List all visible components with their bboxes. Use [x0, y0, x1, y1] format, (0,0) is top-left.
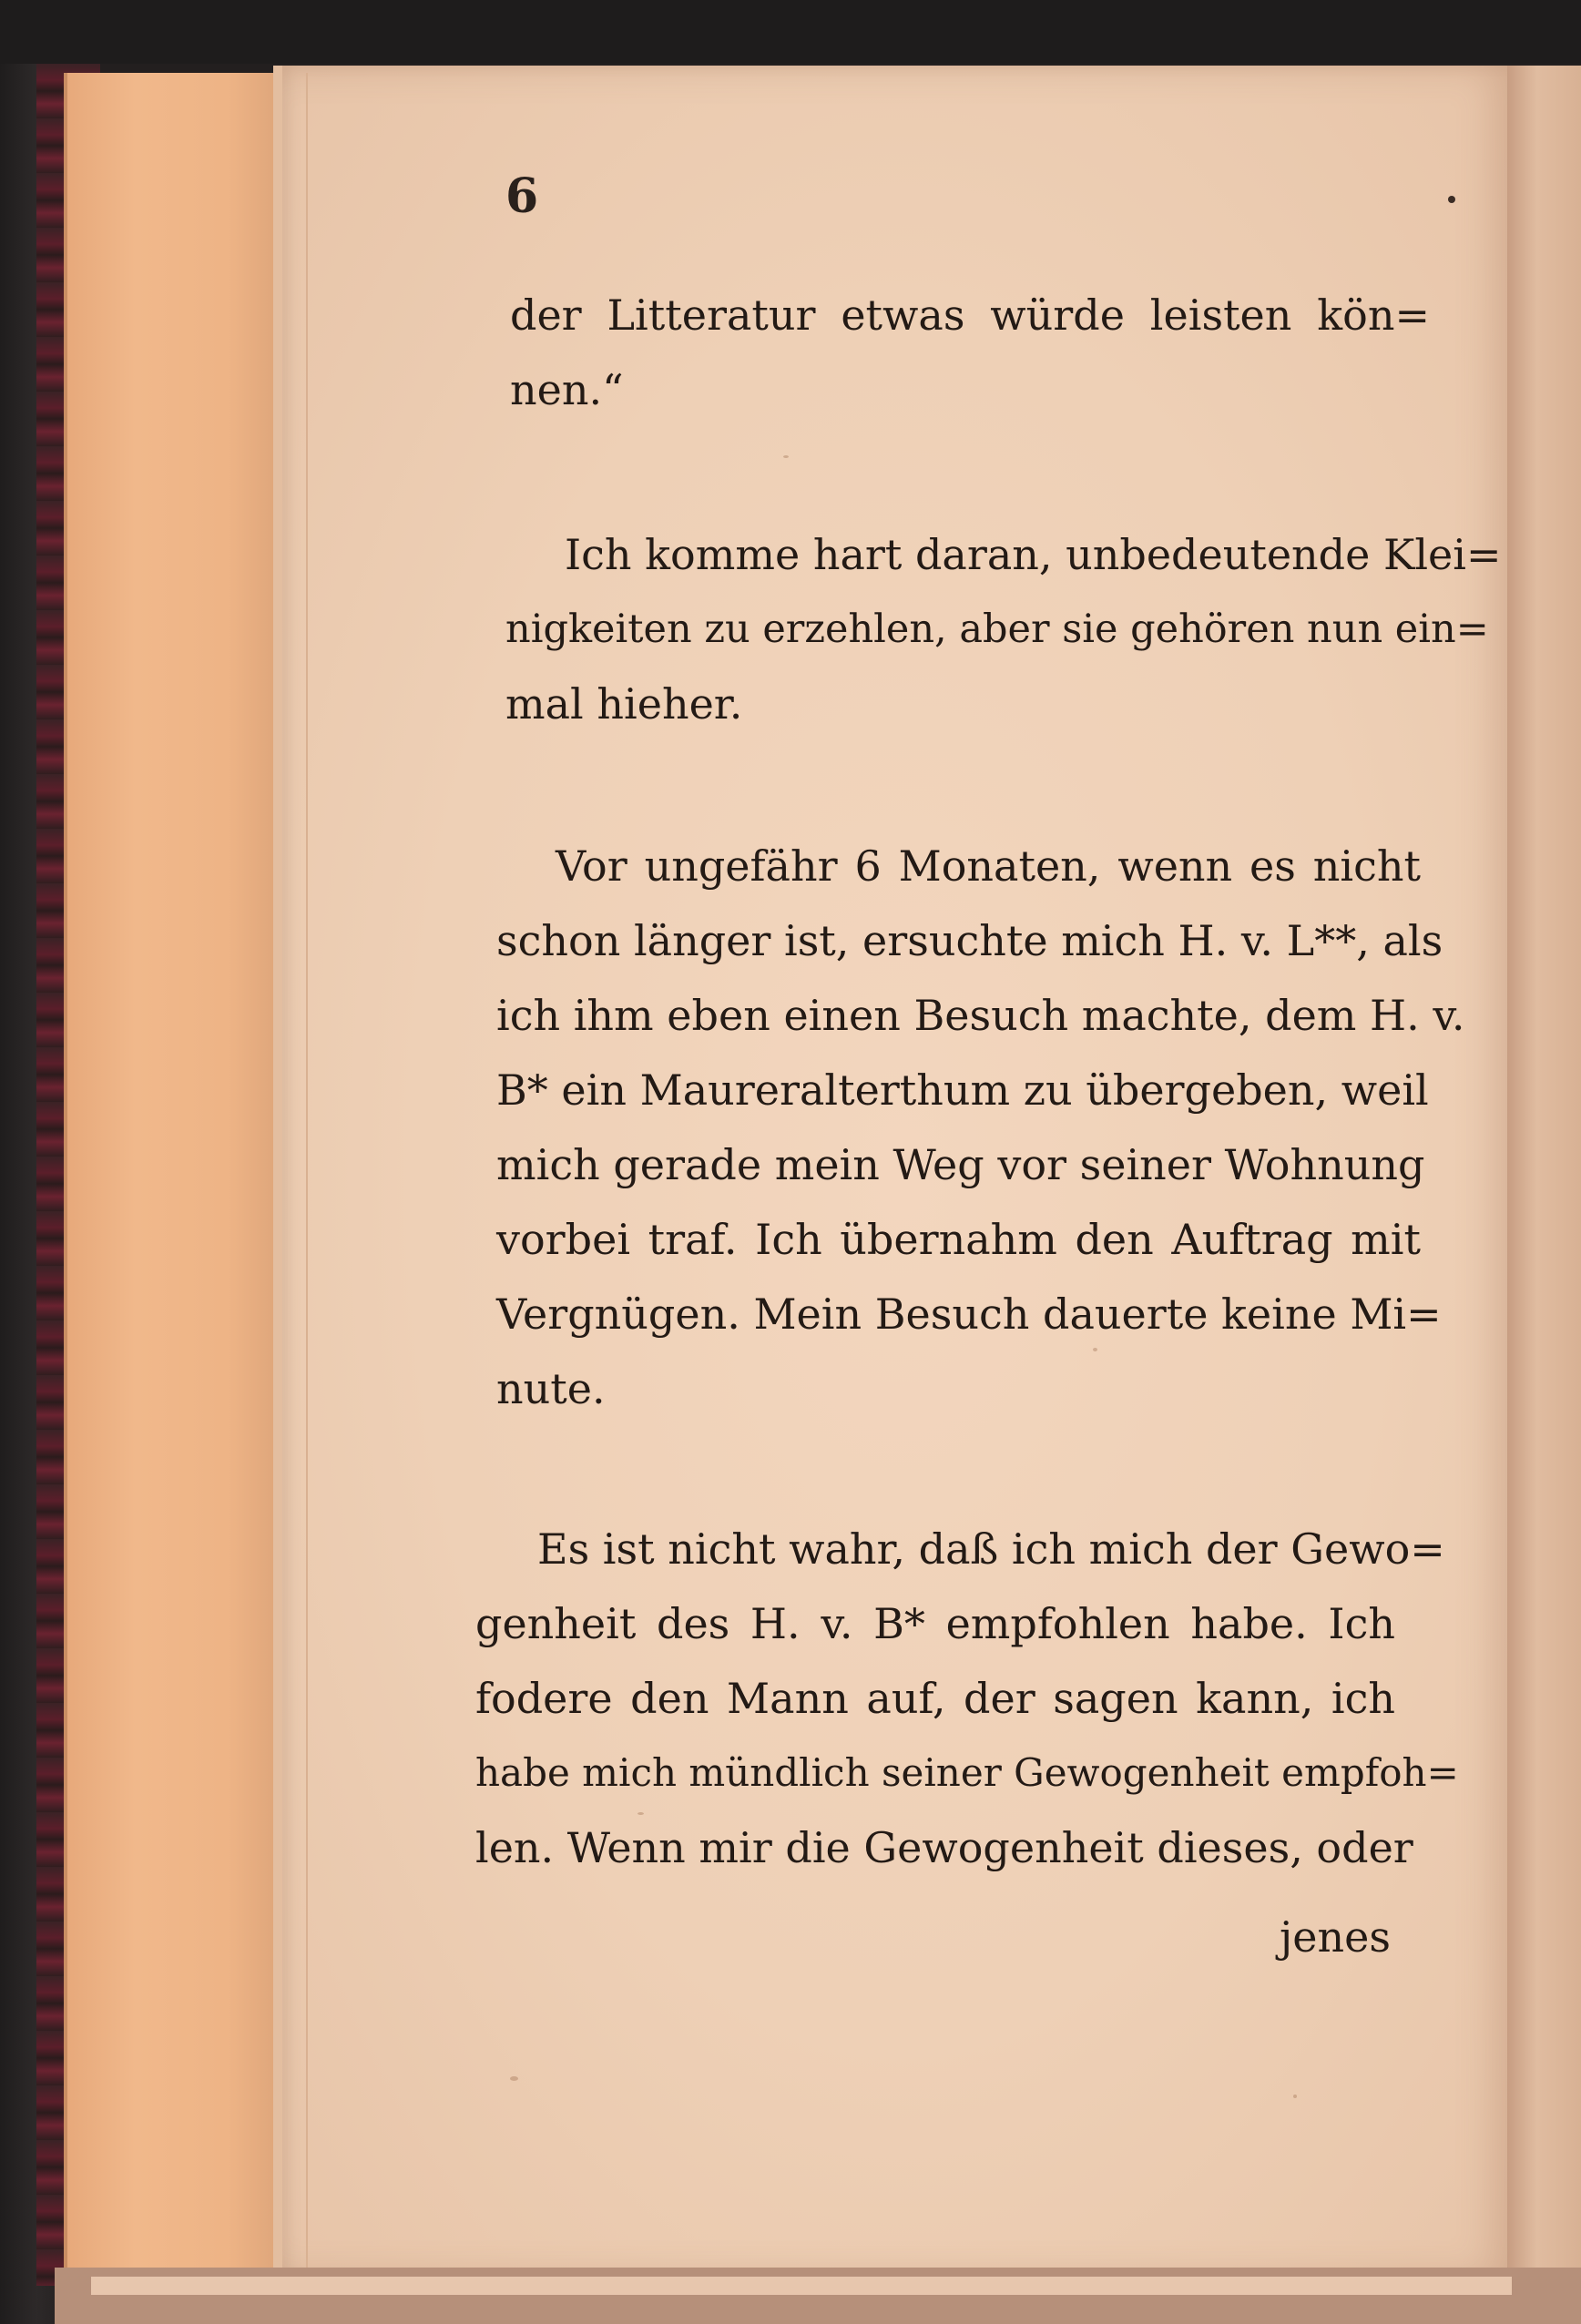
text-line: habe mich mündlich seiner Gewogenheit empfoh= [475, 1750, 1459, 1795]
text-line: fodere den Mann auf, der sagen kann, ich [475, 1674, 1395, 1723]
paragraph-3 [496, 829, 1465, 1426]
paragraph-1 [510, 278, 1430, 427]
facing-page-edge [1507, 66, 1581, 2306]
paper-fleck [783, 455, 789, 458]
text-line: len. Wenn mir die Gewogenheit dieses, oder [475, 1823, 1413, 1872]
catchword: jenes [1280, 1912, 1391, 1962]
text-line: mich gerade mein Weg vor seiner Wohnung [496, 1140, 1425, 1189]
page-fold [290, 73, 308, 2268]
paragraph-4 [475, 1512, 1459, 1885]
paragraph-2 [505, 517, 1502, 741]
page-bottom-edge [91, 2277, 1512, 2295]
text-line: nute. [496, 1364, 606, 1413]
text-line: Es ist nicht wahr, daß ich mich der Gewo= [537, 1524, 1445, 1574]
text-line: nen.“ [510, 365, 624, 414]
text-line: ich ihm eben einen Besuch machte, dem H. v. [496, 991, 1465, 1040]
text-line: Vor ungefähr 6 Monaten, wenn es nicht [556, 841, 1421, 891]
text-line: Vergnügen. Mein Besuch dauerte keine Mi= [496, 1289, 1442, 1339]
ink-dot [1448, 196, 1455, 203]
text-line: nigkeiten zu erzehlen, aber sie gehören nun ein= [505, 606, 1489, 652]
text-line: B* ein Maureralterthum zu übergeben, weil [496, 1065, 1429, 1115]
paper-fleck [510, 2076, 518, 2081]
text-line: der Litteratur etwas würde leisten kön= [510, 290, 1430, 340]
endpaper [64, 73, 295, 2277]
scan-background [0, 0, 1581, 64]
text-line: mal hieher. [505, 679, 743, 729]
page-number: 6 [505, 168, 539, 224]
text-line: schon länger ist, ersuchte mich H. v. L**, als [496, 916, 1443, 965]
paper-fleck [1293, 2095, 1297, 2098]
text-line: genheit des H. v. B* empfohlen habe. Ich [475, 1599, 1395, 1648]
text-line: vorbei traf. Ich übernahm den Auftrag mit [496, 1215, 1421, 1264]
text-line: Ich komme hart daran, unbedeutende Klei= [565, 530, 1502, 579]
